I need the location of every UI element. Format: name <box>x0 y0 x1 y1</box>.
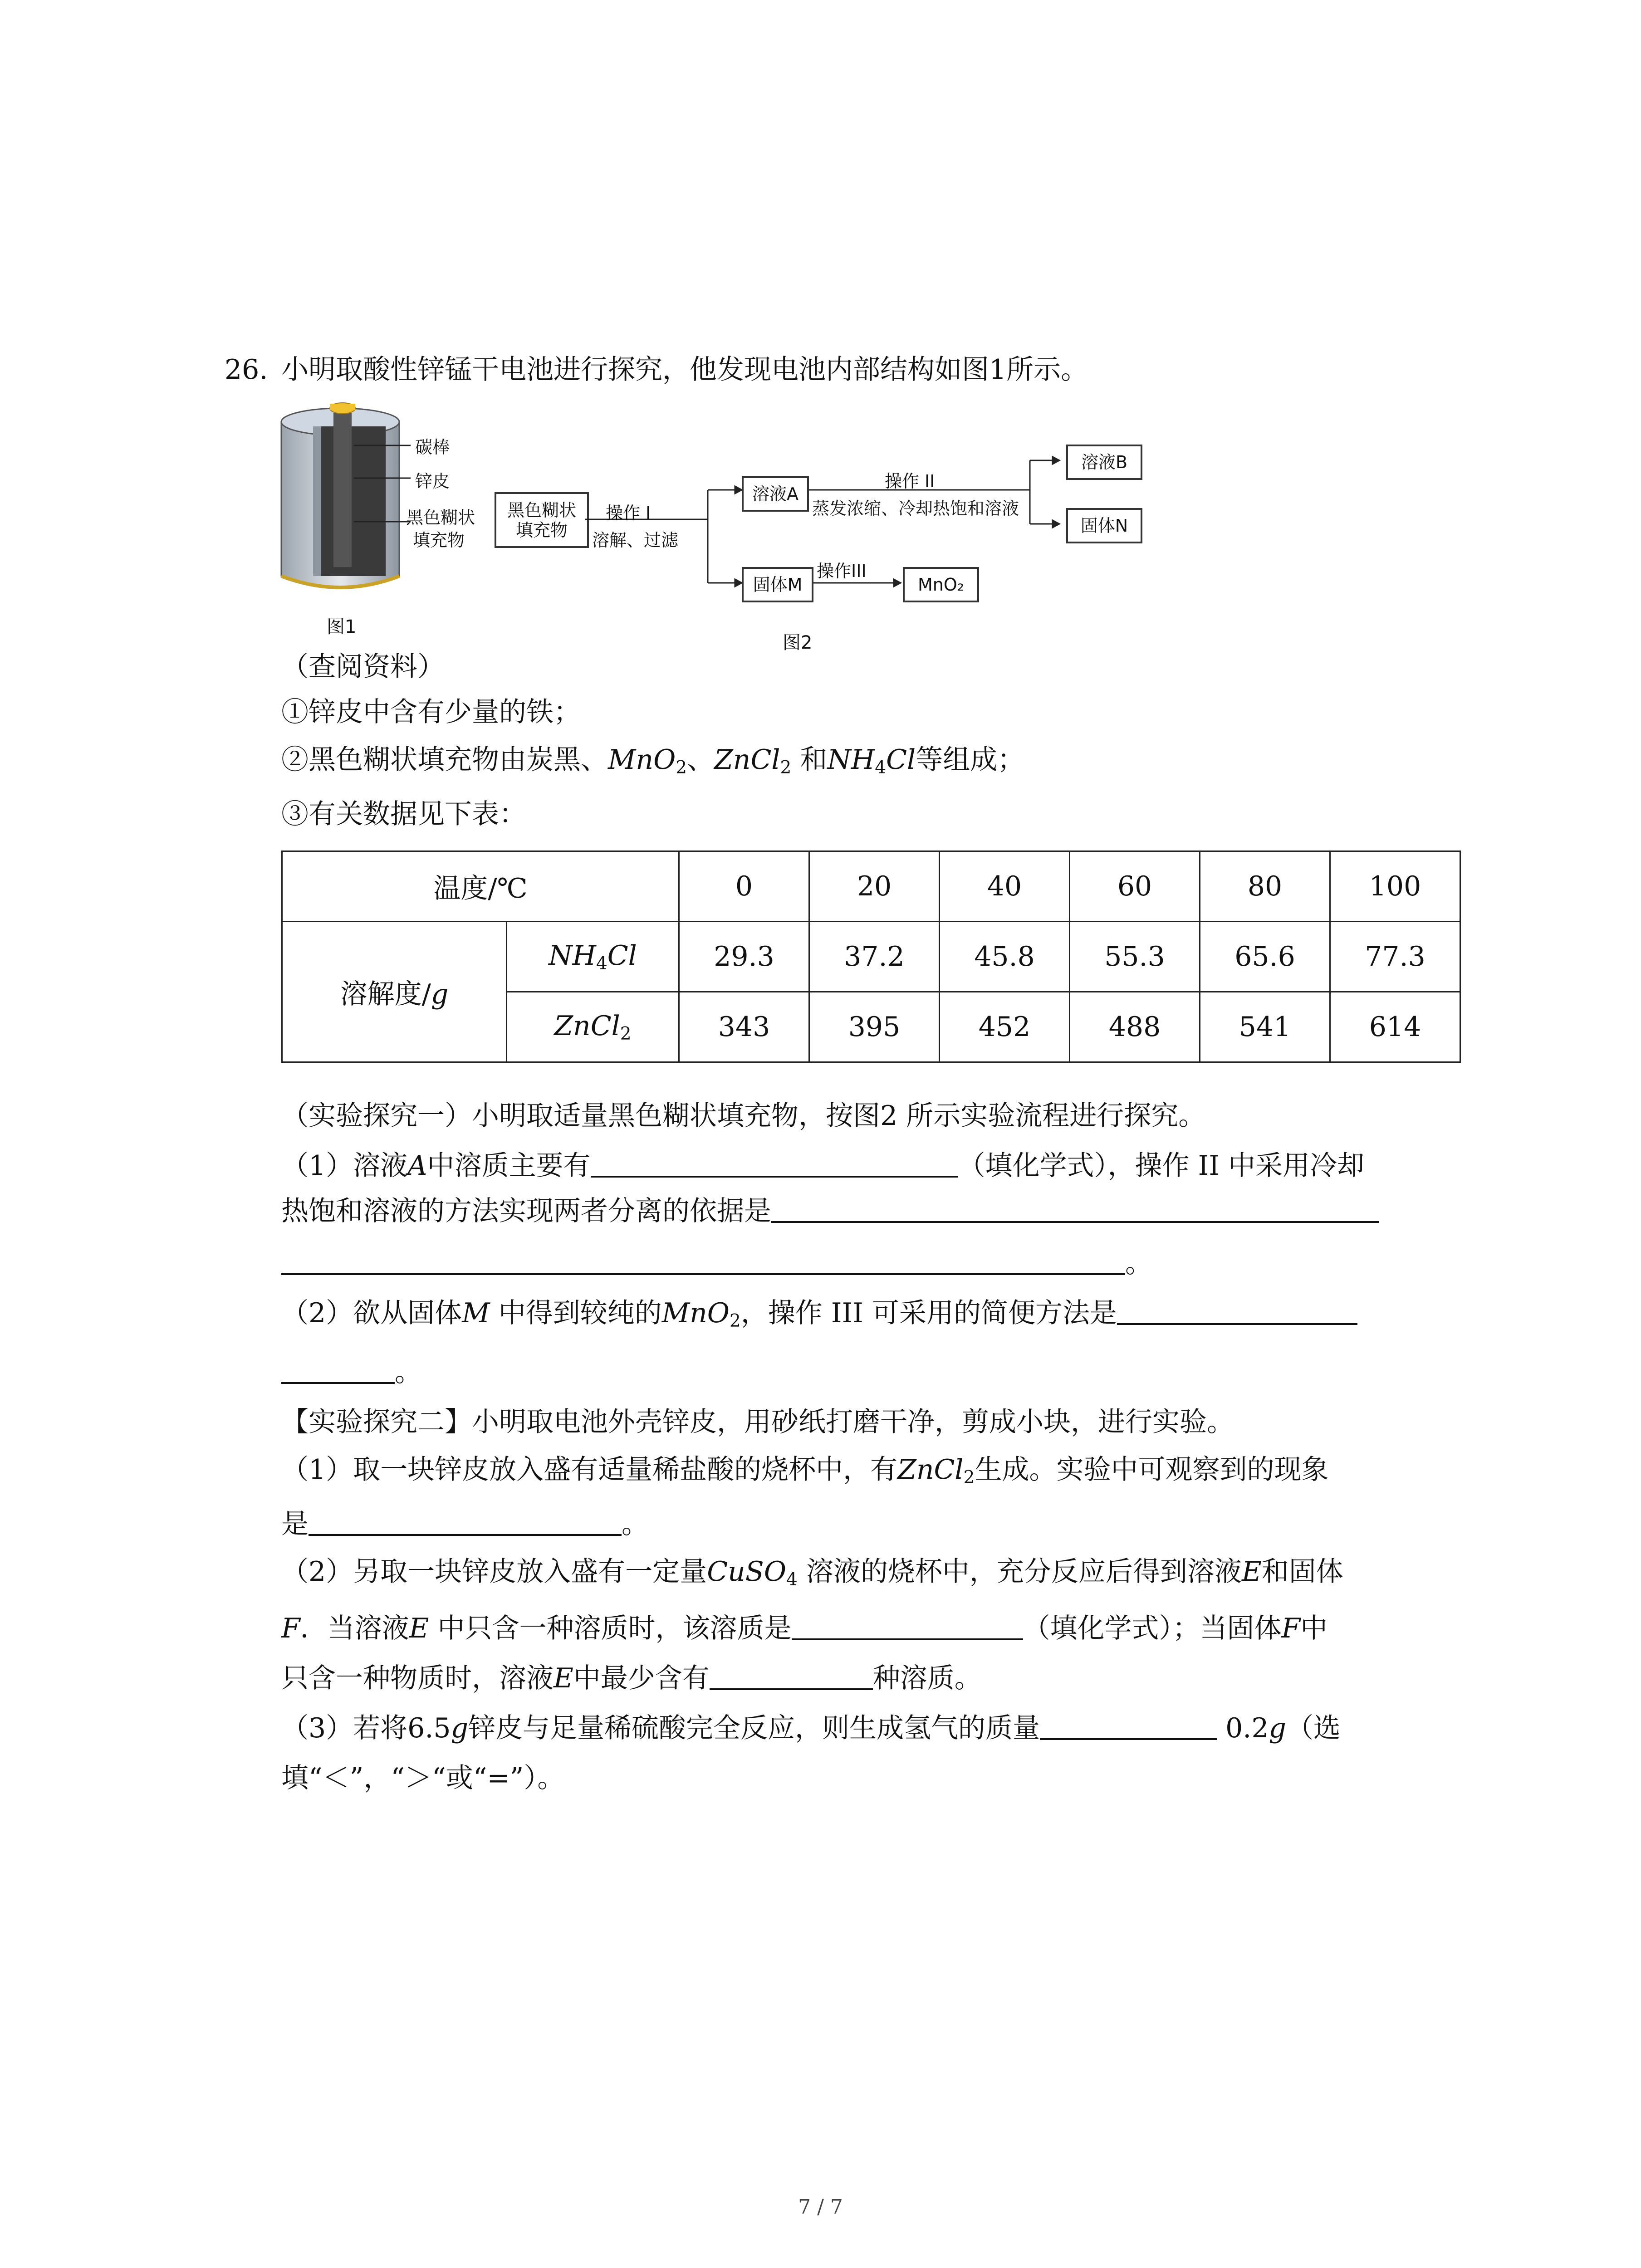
exp1-heading: （实验探究一）小明取适量黑色糊状填充物，按图2 所示实验流程进行探究。 <box>281 1100 1206 1132</box>
exp1-q2-line2: 。 <box>281 1354 422 1390</box>
header-temp-80: 80 <box>1200 851 1330 922</box>
header-temperature: 温度/℃ <box>282 851 679 922</box>
reference-item-3: ③有关数据见下表： <box>281 798 526 830</box>
op2-label: 操作 II <box>885 471 935 491</box>
answer-blank-1[interactable] <box>591 1149 958 1178</box>
answer-blank-3[interactable] <box>281 1246 1125 1275</box>
answer-blank-4[interactable] <box>1117 1296 1357 1325</box>
op1-label: 操作 I <box>606 503 651 523</box>
answer-blank-8[interactable] <box>710 1661 873 1690</box>
fig1-leaders <box>354 435 413 549</box>
label-zinc-shell: 锌皮 <box>415 471 450 491</box>
label-black-paste-2: 填充物 <box>413 530 465 550</box>
cell: 55.3 <box>1070 922 1200 992</box>
cell: 614 <box>1330 992 1460 1062</box>
row-name-zncl2: ZnCl$_2$ <box>507 992 679 1062</box>
exp1-q1-line2: 热饱和溶液的方法实现两者分离的依据是 <box>281 1193 1379 1229</box>
exp2-heading: 【实验探究二】小明取电池外壳锌皮，用砂纸打磨干净，剪成小块，进行实验。 <box>281 1406 1234 1438</box>
exp1-q1-line3: 。 <box>281 1245 1152 1281</box>
exp1-q2-line1: （2）欲从固体M 中得到较纯的MnO$_2$，操作 III 可采用的简便方法是 <box>281 1295 1357 1339</box>
answer-blank-2[interactable] <box>771 1194 1379 1223</box>
op3-label: 操作III <box>817 561 867 581</box>
question-intro: 小明取酸性锌锰干电池进行探究，他发现电池内部结构如图1所示。 <box>281 354 1088 386</box>
box-solid-n: 固体N <box>1066 508 1142 543</box>
answer-blank-6[interactable] <box>309 1507 622 1536</box>
box-solution-b: 溶液B <box>1066 445 1142 480</box>
label-black-paste-1: 黑色糊状 <box>406 508 475 528</box>
solubility-table <box>281 850 1461 1063</box>
exp2-q3-line1: （3）若将6.5g锌皮与足量稀硫酸完全反应，则生成氢气的质量 0.2g（选 <box>281 1710 1341 1746</box>
reference-item-1: ①锌皮中含有少量的铁； <box>281 696 581 728</box>
answer-blank-7[interactable] <box>792 1611 1023 1640</box>
exp1-q1-line1: （1）溶液A中溶质主要有 （填化学式），操作 II 中采用冷却 <box>281 1148 1364 1184</box>
header-temp-40: 40 <box>940 851 1070 922</box>
cell: 29.3 <box>679 922 809 992</box>
header-temp-60: 60 <box>1070 851 1200 922</box>
box-mno2: MnO₂ <box>903 567 979 602</box>
exp2-q1-line1: （1）取一块锌皮放入盛有适量稀盐酸的烧杯中，有ZnCl$_2$生成。实验中可观察到的现象 <box>281 1454 1329 1488</box>
answer-blank-9[interactable] <box>1040 1711 1217 1740</box>
cell: 77.3 <box>1330 922 1460 992</box>
exp2-q3-line2: 填“＜”，“＞“或“=”）。 <box>281 1762 565 1794</box>
figure2-caption: 图2 <box>783 632 813 653</box>
reference-item-2: ②黑色糊状填充物由炭黑、MnO$_2$、ZnCl$_2$ 和$NH_4Cl$等组成； <box>281 744 1025 778</box>
box-solution-a: 溶液A <box>742 476 809 512</box>
cell: 488 <box>1070 992 1200 1062</box>
answer-blank-5[interactable] <box>281 1355 395 1384</box>
exp2-q1-line2: 是 。 <box>281 1506 649 1542</box>
op2-sub: 蒸发浓缩、冷却热饱和溶液 <box>812 499 1019 518</box>
exp2-q2-line2: F．当溶液E 中只含一种溶质时，该溶质是 （填化学式）；当固体F中 <box>281 1610 1327 1647</box>
cell: 541 <box>1200 992 1330 1062</box>
exp2-q2-line1: （2）另取一块锌皮放入盛有一定量CuSO$_4$ 溶液的烧杯中，充分反应后得到溶液E和固体 <box>281 1556 1343 1590</box>
header-temp-20: 20 <box>809 851 940 922</box>
header-temp-0: 0 <box>679 851 809 922</box>
row-group-solubility: 溶解度/g <box>282 922 507 1062</box>
box-black-paste: 黑色糊状 填充物 <box>495 492 589 548</box>
references-heading: （查阅资料） <box>281 651 445 683</box>
cell: 343 <box>679 992 809 1062</box>
cell: 45.8 <box>940 922 1070 992</box>
label-carbon-rod: 碳棒 <box>415 437 450 457</box>
cell: 452 <box>940 992 1070 1062</box>
table-row <box>282 922 1460 992</box>
row-name-nh4cl: $NH_4Cl$ <box>507 922 679 992</box>
cell: 37.2 <box>809 922 940 992</box>
question-number: 26. <box>225 354 268 386</box>
cell: 65.6 <box>1200 922 1330 992</box>
page-number: 7 / 7 <box>798 2195 843 2219</box>
op1-sub: 溶解、过滤 <box>592 530 679 550</box>
table-header-row <box>282 851 1460 922</box>
figure1-caption: 图1 <box>327 616 357 637</box>
cell: 395 <box>809 992 940 1062</box>
header-temp-100: 100 <box>1330 851 1460 922</box>
box-solid-m: 固体M <box>742 567 813 602</box>
exp2-q2-line3: 只含一种物质时，溶液E中最少含有 种溶质。 <box>281 1660 982 1696</box>
